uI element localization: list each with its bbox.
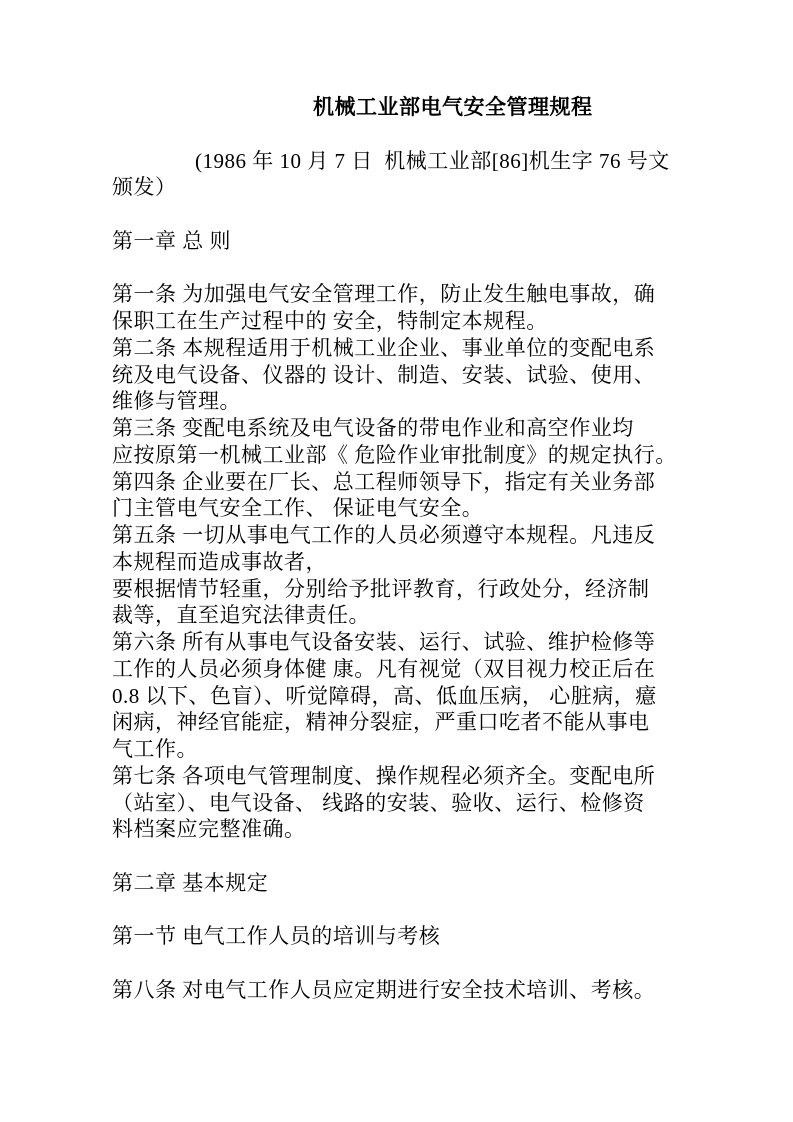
article-5-line: 本规程而造成事故者，: [112, 549, 327, 574]
document-title: 机械工业部电气安全管理规程: [313, 95, 593, 119]
blank-line: [112, 843, 683, 870]
article-6-line: 0.8 以下、色盲）、听觉障碍，高、低血压病， 心脏病，癔: [112, 683, 657, 708]
article-5-line: 裁等，直至追究法律责任。: [112, 603, 370, 628]
article-4-line: 第四条 企业要在厂长、总工程师领导下，指定有关业务部: [112, 469, 656, 494]
article-2-line: 第二条 本规程适用于机械工业企业、事业单位的变配电系: [112, 335, 656, 360]
article-2-line: 维修与管理。: [112, 389, 241, 414]
article-3-line: 第三条 变配电系统及电气设备的带电作业和高空作业均: [112, 416, 634, 440]
article-7-line: （站室）、电气设备、 线路的安装、验收、运行、检修资: [112, 790, 645, 815]
article-5-line: 要根据情节轻重，分别给予批评教育，行政处分，经济制: [112, 576, 650, 601]
article-3-line: 应按原第一机械工业部《 危险作业审批制度》的规定执行。: [112, 442, 677, 467]
article-1-line: 保职工在生产过程中的 安全，特制定本规程。: [112, 309, 548, 333]
article-4-line: 门主管电气安全工作、 保证电气安全。: [112, 496, 484, 521]
article-6-line: 第六条 所有从事电气设备安装、运行、试验、维护检修等: [112, 630, 656, 654]
blank-line: [112, 897, 683, 924]
article-8-line: 第八条 对电气工作人员应定期进行安全技术培训、考核。: [112, 977, 656, 1002]
article-7-line: 料档案应完整准确。: [112, 817, 306, 842]
article-1-line: 第一条 为加强电气安全管理工作，防止发生触电事故，确: [112, 282, 656, 307]
blank-line: [112, 121, 683, 148]
blank-line: [112, 201, 683, 228]
chapter-1-heading: 第一章 总 则: [112, 228, 231, 253]
issuance-note-line-1: (1986 年 10 月 7 日 机械工业部[86]机生字 76 号文: [195, 148, 670, 173]
article-7-line: 第七条 各项电气管理制度、操作规程必须齐全。变配电所: [112, 763, 656, 788]
article-5-line: 第五条 一切从事电气工作的人员必须遵守本规程。凡违反: [112, 523, 656, 547]
article-6-line: 闲病，神经官能症，精神分裂症，严重口吃者不能从事电: [112, 710, 650, 735]
blank-line: [112, 255, 683, 282]
section-1-heading: 第一节 电气工作人员的培训与考核: [112, 924, 441, 949]
issuance-note-line-2: 颁发）: [112, 175, 177, 200]
article-2-line: 统及电气设备、仪器的 设计、制造、安装、试验、使用、: [112, 362, 656, 387]
chapter-2-heading: 第二章 基本规定: [112, 870, 269, 895]
article-6-line: 工作的人员必须身体健 康。凡有视觉（双目视力校正后在: [112, 656, 656, 681]
article-6-line: 气工作。: [112, 737, 198, 761]
blank-line: [112, 950, 683, 977]
